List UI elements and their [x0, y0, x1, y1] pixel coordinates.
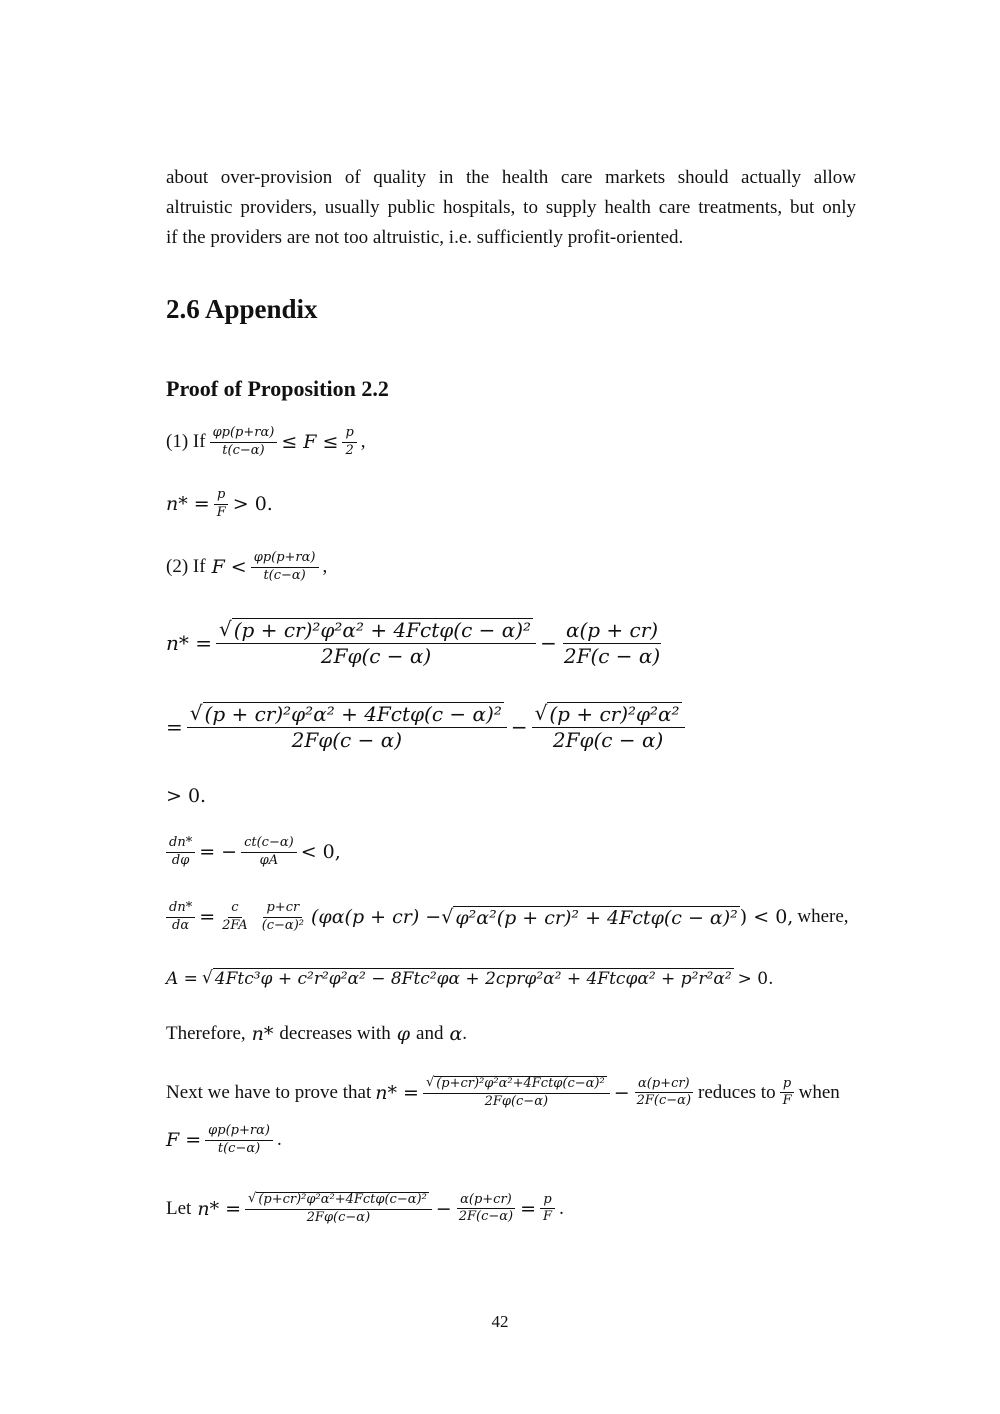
- page-number: 42: [491, 1312, 509, 1331]
- text: decreases with: [279, 1023, 391, 1044]
- lhs: F =: [166, 1129, 202, 1152]
- sqrt-body: (p + cr)²φ²α² + 4Fctφ(c − α)²: [204, 702, 502, 726]
- case-2-prefix: (2) If: [166, 556, 206, 578]
- derivative-alpha: [166, 901, 849, 934]
- fraction: [259, 901, 307, 934]
- fraction: [561, 619, 663, 668]
- text: .: [462, 1023, 468, 1044]
- punctuation: .: [559, 1197, 564, 1219]
- section-title: 2.6 Appendix: [166, 294, 318, 324]
- paragraph-line: altruistic providers, usually public hospitals, to supply health care treatments, but only: [166, 197, 856, 218]
- text: where,: [797, 906, 849, 928]
- expression: (φα(p + cr) −: [311, 906, 442, 929]
- sqrt-body: φ²α²(p + cr)² + 4Fctφ(c − α)²: [455, 906, 738, 929]
- sqrt-body: (p+cr)²φ²α²+4Fctφ(c−α)²: [258, 1192, 427, 1207]
- sqrt-body: 4Ftc³φ + c²r²φ²α² − 8Ftc²φα + 2cprφ²α² + 4Ftcφα² + p²r²α²: [214, 969, 732, 989]
- equation-A: [166, 968, 774, 989]
- fraction: [780, 1077, 795, 1110]
- text: and: [416, 1023, 444, 1044]
- fraction: [205, 1124, 273, 1157]
- denominator: t(c−α): [217, 1140, 261, 1156]
- punctuation: ,: [322, 556, 328, 578]
- punctuation: ,: [360, 431, 366, 453]
- denominator: 2Fφ(c−α): [484, 1093, 549, 1109]
- case-2-condition: [166, 551, 327, 584]
- numerator: ct(c−α): [241, 836, 297, 853]
- operator: −: [510, 715, 528, 739]
- next-line: [166, 1076, 840, 1110]
- numerator: p: [342, 426, 356, 443]
- denominator: dφ: [171, 852, 190, 868]
- numerator: √ (p + cr)²φ²α²: [532, 702, 685, 728]
- text: reduces to: [698, 1081, 776, 1103]
- paragraph-line: if the providers are not too altruistic, i.e. sufficiently profit-oriented.: [166, 227, 684, 248]
- denominator: 2: [345, 442, 354, 458]
- numerator: √ (p+cr)²φ²α²+4Fctφ(c−α)²: [423, 1076, 610, 1094]
- case-1-prefix: (1) If: [166, 431, 206, 453]
- relation: ≤ F ≤: [281, 431, 339, 454]
- operator: −: [540, 631, 557, 655]
- fraction: [187, 702, 507, 752]
- operator: =: [520, 1197, 537, 1220]
- n-star-equation-2: [166, 702, 689, 752]
- numerator: φp(p+rα): [251, 551, 319, 568]
- denominator: t(c−α): [263, 567, 306, 583]
- denominator: 2F(c−α): [636, 1093, 692, 1109]
- expression: ) < 0,: [739, 906, 794, 929]
- fraction: [540, 1193, 555, 1226]
- math: α: [449, 1023, 463, 1045]
- rhs: > 0.: [737, 968, 774, 989]
- denominator: φA: [259, 852, 279, 868]
- punctuation: .: [276, 1129, 282, 1151]
- sqrt-body: (p + cr)²φ²α² + 4Fctφ(c − α)²: [233, 618, 532, 642]
- fraction: [634, 1077, 694, 1110]
- fraction: [456, 1193, 516, 1226]
- numerator: p: [780, 1077, 794, 1094]
- denominator: 2F(c − α): [563, 643, 661, 668]
- numerator: φp(p+rα): [210, 426, 278, 443]
- case-1-condition: [166, 426, 366, 459]
- numerator: √ (p + cr)²φ²α² + 4Fctφ(c − α)²: [216, 618, 536, 644]
- lhs: n* =: [166, 631, 212, 655]
- text: when: [798, 1081, 840, 1103]
- lhs: n* =: [375, 1081, 419, 1104]
- therefore-line: [166, 1023, 467, 1045]
- numerator: φp(p+rα): [205, 1124, 273, 1141]
- fraction: [342, 426, 356, 459]
- denominator: F: [216, 504, 226, 520]
- lhs: n* =: [197, 1197, 242, 1220]
- numerator: p: [214, 488, 228, 505]
- case-1-result: [166, 488, 273, 521]
- numerator: √ (p + cr)²φ²α² + 4Fctφ(c − α)²: [187, 702, 507, 728]
- text: Next we have to prove that: [166, 1081, 372, 1103]
- next-condition: [166, 1124, 282, 1157]
- numerator: p: [540, 1193, 554, 1210]
- numerator: p+cr: [263, 901, 302, 918]
- denominator: 2Fφ(c − α): [320, 644, 432, 668]
- math: n*: [251, 1023, 274, 1045]
- denominator: 2Fφ(c − α): [291, 728, 402, 752]
- sqrt: √ φ²α²(p + cr)² + 4Fctφ(c − α)²: [441, 905, 738, 929]
- lhs: =: [166, 715, 183, 739]
- variable: F <: [211, 556, 247, 579]
- fraction: [166, 836, 195, 869]
- body-paragraph: [166, 163, 856, 253]
- paragraph-line: about over-provision of quality in the health care markets should actually allow: [166, 167, 856, 188]
- operator: −: [435, 1197, 452, 1220]
- text: Therefore,: [166, 1023, 246, 1044]
- denominator: (c−α)²: [261, 917, 304, 933]
- subsection-title: Proof of Proposition 2.2: [166, 376, 389, 401]
- greater-than-zero: [166, 785, 206, 807]
- rhs: < 0,: [300, 841, 341, 864]
- denominator: 2Fφ(c − α): [552, 728, 664, 752]
- numerator: α(p + cr): [563, 619, 661, 644]
- numerator: α(p+cr): [457, 1193, 515, 1210]
- denominator: F: [782, 1093, 792, 1109]
- operator: = −: [199, 841, 238, 864]
- operator: =: [199, 906, 216, 929]
- denominator: 2F(c−α): [458, 1209, 514, 1225]
- fraction: [216, 618, 536, 668]
- numerator: √ (p+cr)²φ²α²+4Fctφ(c−α)²: [245, 1192, 432, 1210]
- derivative-phi: [166, 836, 341, 869]
- sqrt-body: (p+cr)²φ²α²+4Fctφ(c−α)²: [436, 1076, 605, 1091]
- fraction: [214, 488, 229, 521]
- text: Let: [166, 1197, 192, 1219]
- sqrt-body: (p + cr)²φ²α²: [549, 702, 680, 726]
- fraction: [166, 901, 195, 934]
- lhs: n* =: [166, 493, 210, 516]
- n-star-equation: [166, 618, 667, 668]
- denominator: 2Fφ(c−α): [306, 1209, 371, 1225]
- denominator: F: [543, 1209, 553, 1225]
- rhs: > 0.: [232, 493, 273, 516]
- fraction: [210, 426, 278, 459]
- math: φ: [396, 1023, 411, 1045]
- inequality: > 0.: [166, 785, 207, 807]
- sqrt: √ 4Ftc³φ + c²r²φ²α² − 8Ftc²φα + 2cprφ²α² + 4Ftcφα² + p²r²α²: [201, 968, 732, 989]
- numerator: α(p+cr): [635, 1077, 693, 1094]
- denominator: 2FA: [222, 917, 248, 933]
- numerator: c: [228, 901, 241, 918]
- let-line: [166, 1192, 564, 1226]
- fraction: [245, 1192, 432, 1226]
- denominator: t(c−α): [222, 442, 265, 458]
- lhs: A =: [166, 968, 198, 989]
- fraction: [251, 551, 319, 584]
- operator: −: [613, 1081, 630, 1104]
- numerator: dn*: [166, 901, 195, 918]
- fraction: [423, 1076, 610, 1110]
- numerator: dn*: [166, 836, 195, 853]
- denominator: dα: [172, 917, 190, 933]
- fraction: [241, 836, 297, 869]
- fraction: [532, 702, 685, 752]
- fraction: [219, 901, 251, 934]
